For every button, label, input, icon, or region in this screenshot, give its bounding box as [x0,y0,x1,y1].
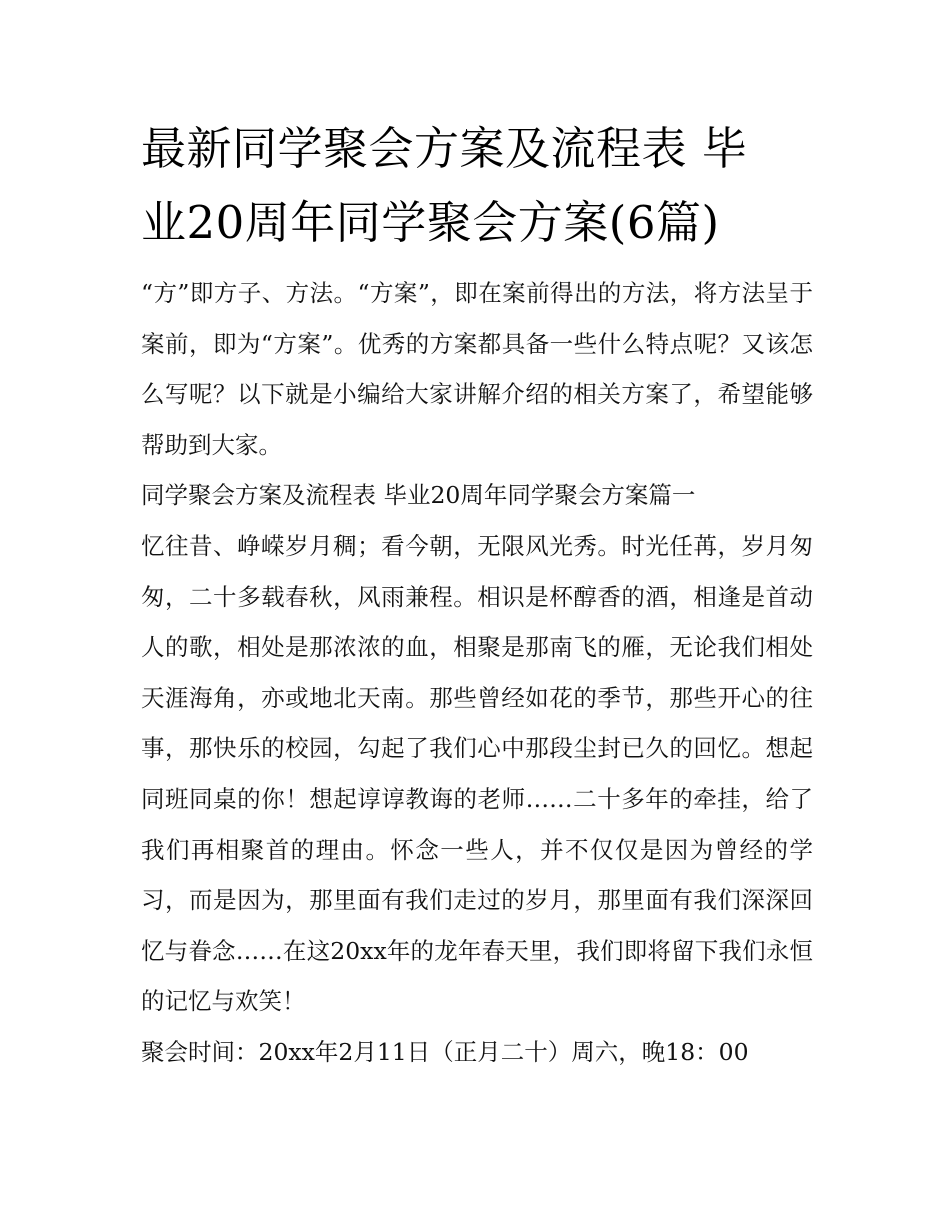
document-page [141,112,813,1078]
intro-paragraph: “方”即方子、方法。“方案”，即在案前得出的方法，将方法呈于案前，即为“方案”。优秀的方案都具备一些什么特点呢？又该怎么写呢？以下就是小编给大家讲解介绍的相关方案了，希望能够帮助到大家。 [141,279,813,459]
document-title-line-1: 最新同学聚会方案及流程表 毕 [141,122,748,175]
meeting-time: 聚会时间：20xx年2月11日（正月二十）周六，晚18：00 [141,1037,749,1066]
body-paragraph: 忆往昔、峥嵘岁月稠；看今朝，无限风光秀。时光任苒，岁月匆匆，二十多载春秋，风雨兼程。相识是杯醇香的酒，相逢是首动人的歌，相处是那浓浓的血，相聚是那南飞的雁，无论我们相处天涯海角，亦或地北天南。那些曾经如花的季节，那些开心的往事，那快乐的校园，勾起了我们心中那段尘封已久的回忆。想起同班同桌的你！想起谆谆教诲的老师……二十多年的牵挂，给了我们再相聚首的理由。怀念一些人，并不仅仅是因为曾经的学习，而是因为，那里面有我们走过的岁月，那里面有我们深深回忆与眷念……在这20xx年的龙年春天里，我们即将留下我们永恒的记忆与欢笑！ [141,531,813,1016]
document-title [141,112,813,260]
document-title-line-2: 业20周年同学聚会方案(6篇) [141,196,720,249]
section-heading: 同学聚会方案及流程表 毕业20周年同学聚会方案篇一 [141,481,696,510]
